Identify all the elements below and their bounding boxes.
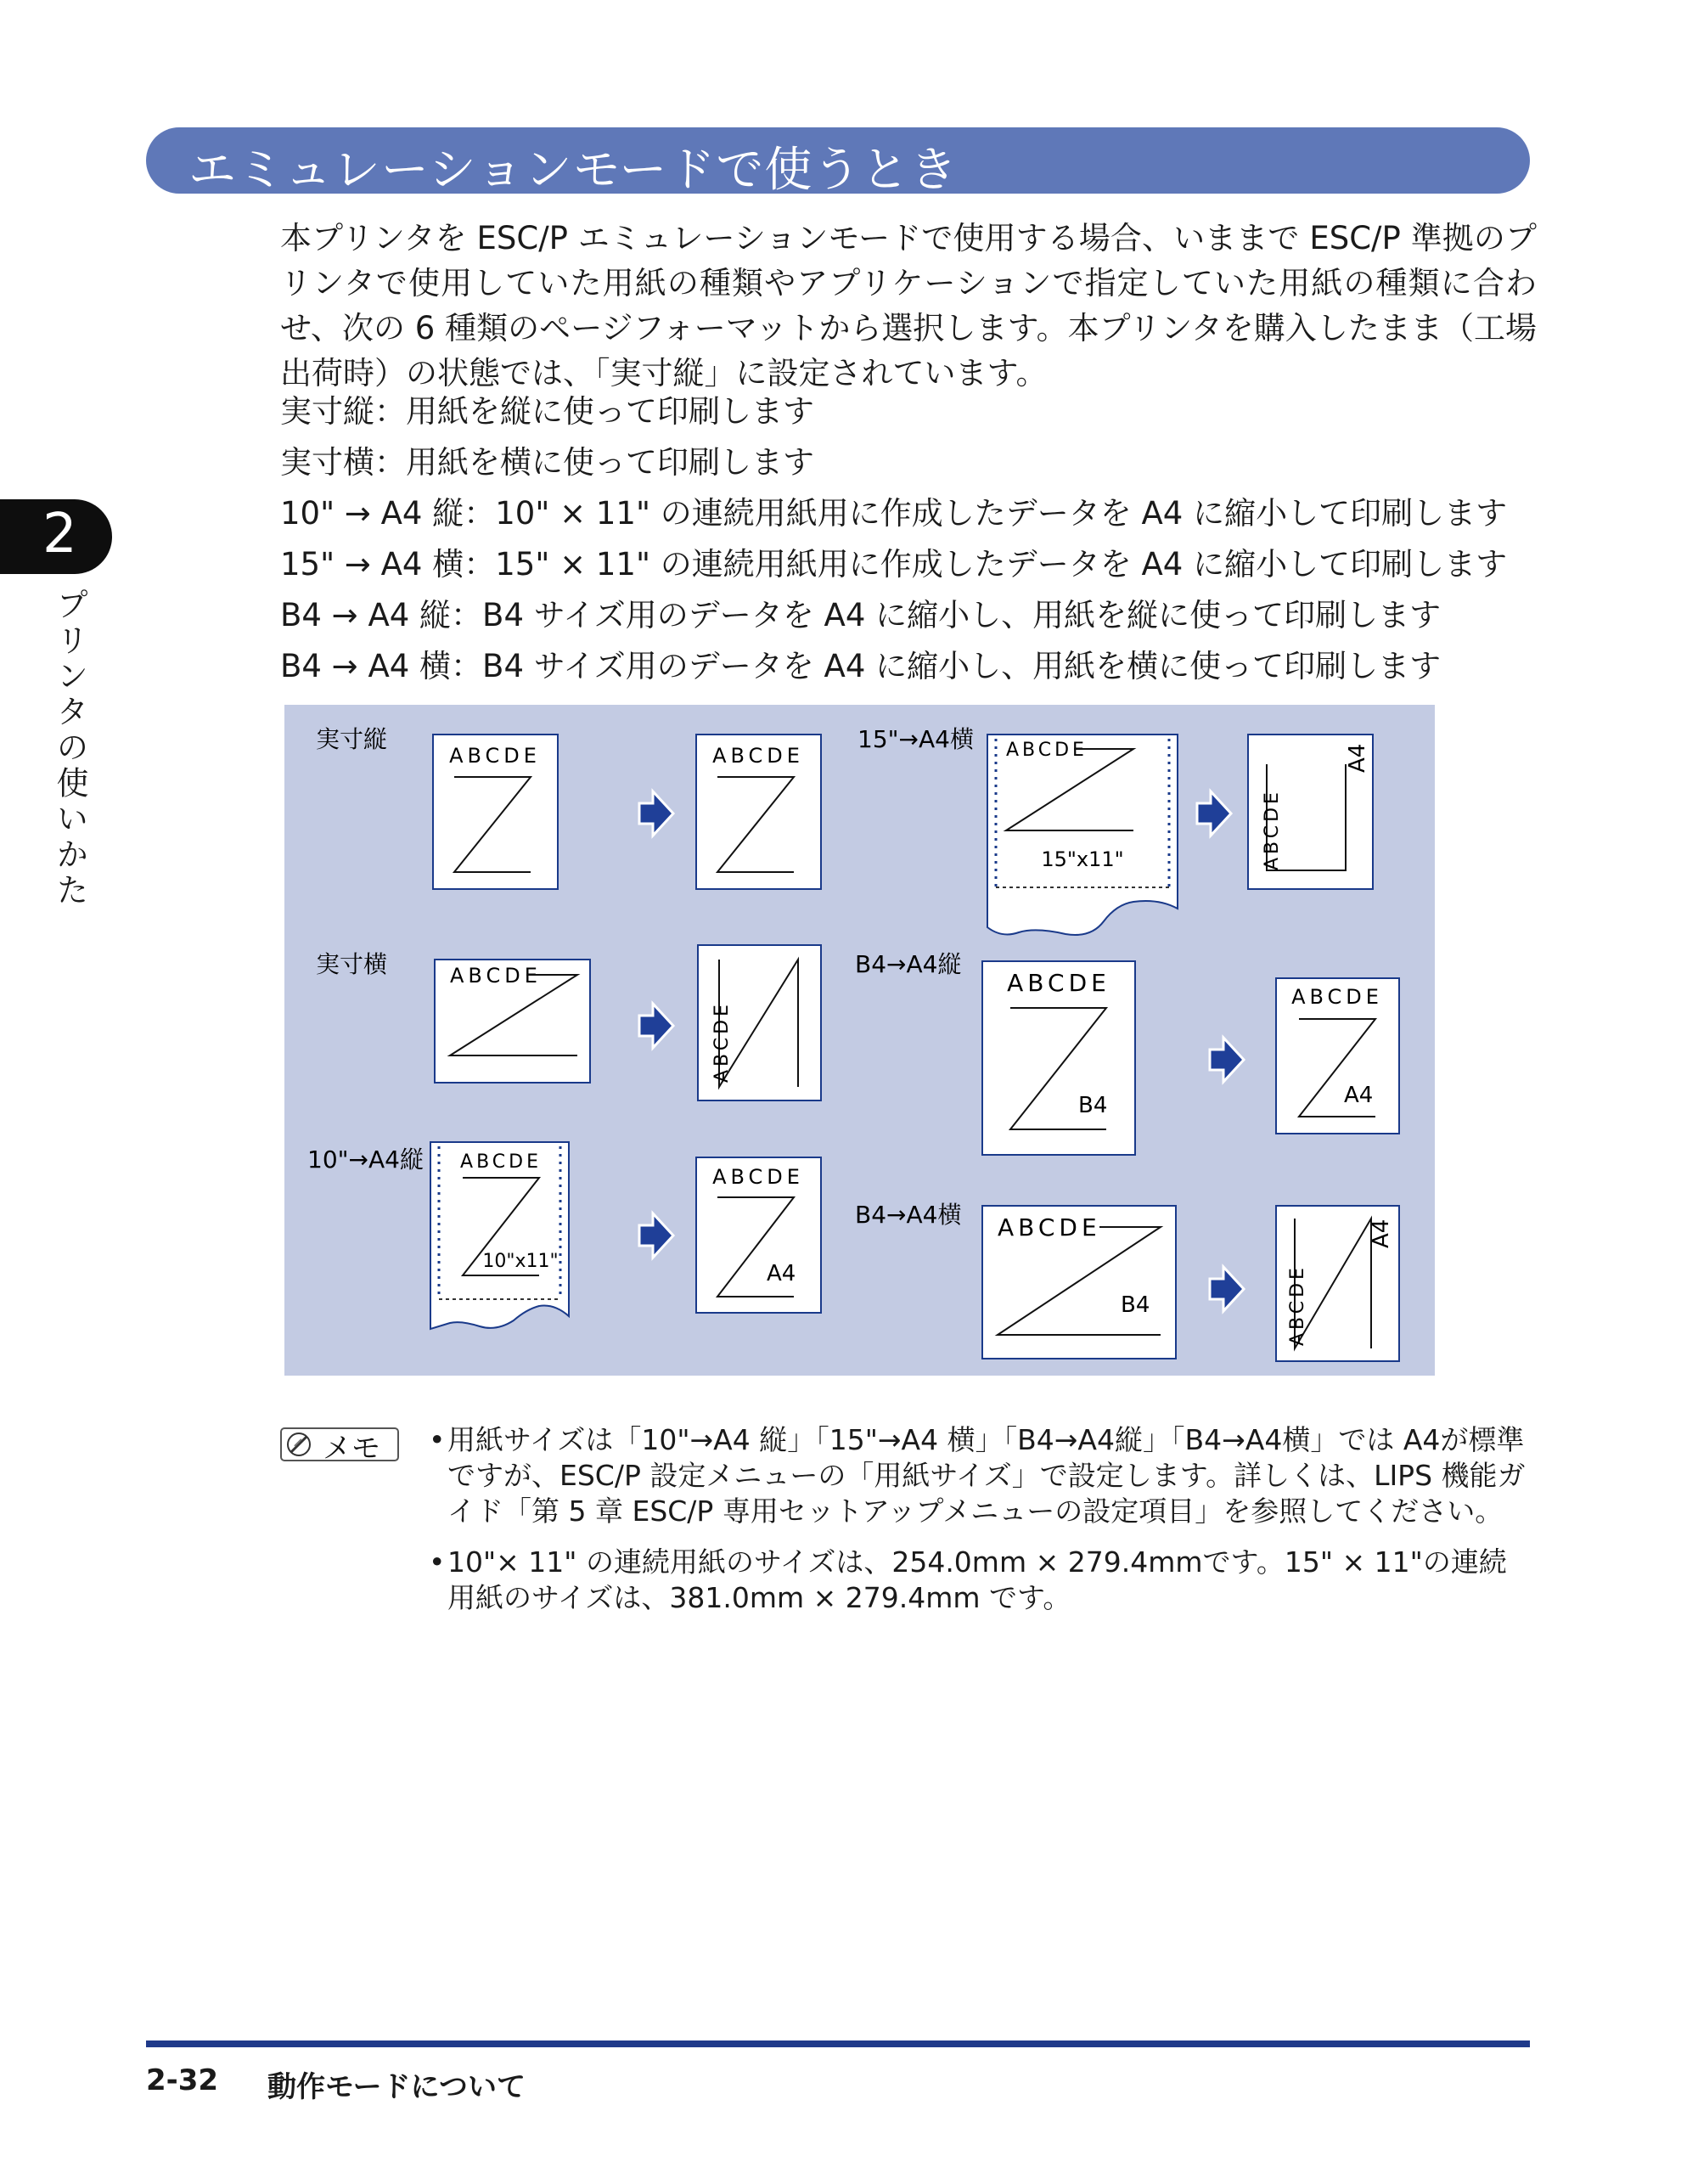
svg-text:ABCDE: ABCDE [1291,985,1383,1009]
intro-paragraph: 本プリンタを ESC/P エミュレーションモードで使用する場合、いままで ESC/P 準拠のプリンタで使用していた用紙の種類やアプリケーションで指定していた用紙の種類に合わせ、次の 6 種類のページフォーマットから選択します。本プリンタを購入したまま（工場出荷時）の状態では、「実寸縦」に設定されています。 [280,220,1537,391]
page-jitsu-tate-result [696,735,821,889]
page-15-a4-result [1248,735,1373,889]
memo-label: メモ [323,1432,380,1466]
mode-item: 実寸横：用紙を横に使って印刷します [280,444,814,481]
section-title: エミュレーションモードで使うとき [188,143,959,198]
arrow-icon [1197,791,1231,836]
page-jitsu-yoko-source [435,960,590,1083]
svg-text:15"x11": 15"x11" [1041,847,1124,871]
svg-text:ABCDE: ABCDE [711,1001,733,1083]
mode-item: 実寸縦：用紙を縦に使って印刷します [280,393,814,430]
page-b4-tate-source [982,961,1135,1155]
page-jitsu-yoko-result [698,945,821,1100]
page-b4-yoko-source [982,1206,1176,1359]
memo-note: • 10"× 11" の連続用紙のサイズは、254.0mm × 279.4mmです。15" × 11"の連続用紙のサイズは、381.0mm × 279.4mm です。 [429,1545,1532,1616]
label-jitsu-tate: 実寸縦 [316,725,388,753]
footer-title: 動作モードについて [267,2070,526,2104]
mode-item: 15" → A4 横：15" × 11" の連続用紙用に作成したデータを A4 に縮小して印刷します [280,546,1508,583]
page-15x11-source [987,735,1178,935]
arrow-icon [1210,1038,1244,1082]
chapter-title: プリンタの使いかた [51,588,88,909]
svg-text:ABCDE: ABCDE [1007,969,1110,997]
svg-text:ABCDE: ABCDE [712,744,804,768]
label-b4-tate: B4→A4縦 [855,950,962,978]
page-number: 2-32 [146,2063,219,2097]
page-10-a4-result [696,1157,821,1313]
page-b4-tate-result [1276,978,1399,1134]
mode-item: B4 → A4 横：B4 サイズ用のデータを A4 に縮小し、用紙を横に使って印刷します [280,648,1442,684]
memo-note: • 用紙サイズは「10"→A4 縦」「15"→A4 横」「B4→A4縦」「B4→A4横」では A4が標準ですが、ESC/P 設定メニューの「用紙サイズ」で設定します。詳しくは、LIPS 機能ガイド「第 5 章 ESC/P 専用セットアップメニューの設定項目」を参照してください。 [429,1422,1532,1529]
svg-text:A4: A4 [1369,1219,1394,1248]
svg-text:ABCDE: ABCDE [1287,1264,1308,1346]
mode-item: 10" → A4 縦：10" × 11" の連続用紙用に作成したデータを A4 に縮小して印刷します [280,495,1508,532]
section-title-bar [146,127,1530,198]
svg-text:ABCDE: ABCDE [1262,789,1283,870]
footer-rule [146,2040,1530,2047]
svg-text:ABCDE: ABCDE [712,1165,804,1189]
label-b4-yoko: B4→A4横 [855,1201,962,1229]
svg-text:B4: B4 [1078,1093,1108,1118]
svg-text:10"x11": 10"x11" [482,1251,559,1272]
arrow-icon [1210,1267,1244,1311]
page-jitsu-tate-source [433,735,558,889]
svg-text:A4: A4 [767,1261,796,1286]
svg-text:B4: B4 [1121,1292,1150,1318]
mode-item: B4 → A4 縦：B4 サイズ用のデータを A4 に縮小し、用紙を縦に使って印刷します [280,597,1442,633]
svg-text:ABCDE: ABCDE [998,1213,1101,1241]
label-10-a4: 10"→A4縦 [307,1145,424,1174]
svg-text:ABCDE: ABCDE [449,744,541,768]
svg-text:ABCDE: ABCDE [450,964,542,988]
arrow-icon [639,791,673,836]
arrow-icon [639,1004,673,1048]
memo-badge [280,1427,399,1466]
label-15-a4: 15"→A4横 [857,725,974,753]
mode-list [280,386,1507,692]
svg-text:A4: A4 [1344,1083,1374,1108]
svg-text:ABCDE: ABCDE [1006,740,1088,761]
chapter-number: 2 [42,503,77,566]
page-format-diagram [284,705,1435,1376]
chapter-tab [0,499,112,574]
memo-notes [429,1422,1532,1631]
svg-text:A4: A4 [1345,743,1370,773]
svg-text:ABCDE: ABCDE [460,1151,542,1173]
label-jitsu-yoko: 実寸横 [316,950,388,978]
arrow-icon [639,1213,673,1258]
page-10x11-source [430,1142,569,1329]
page-b4-yoko-result [1276,1206,1399,1361]
